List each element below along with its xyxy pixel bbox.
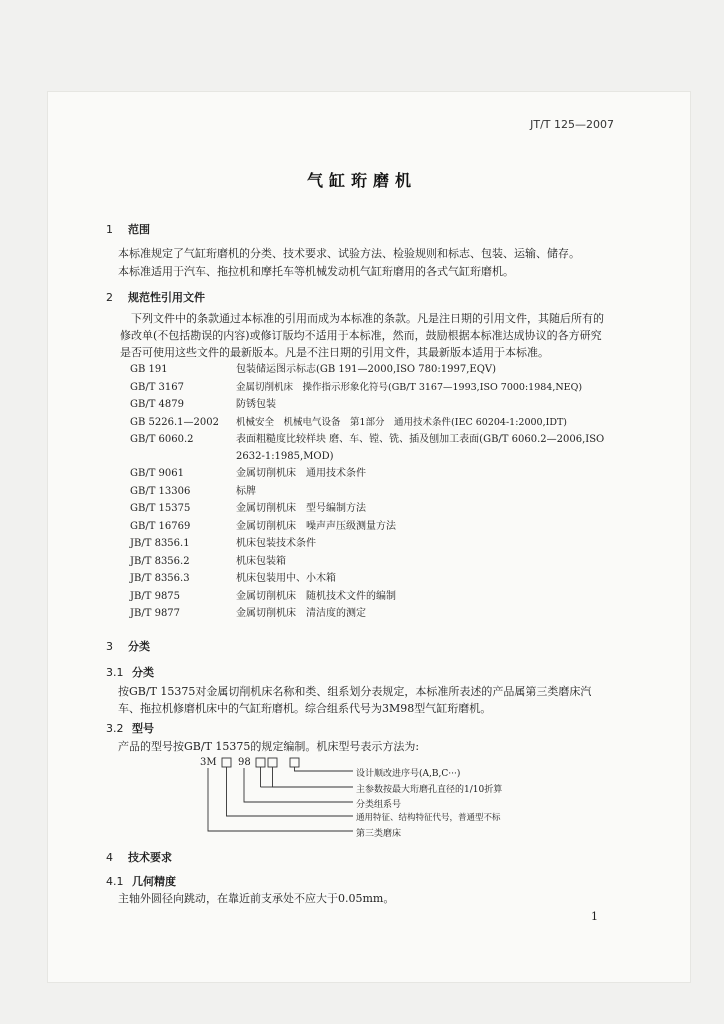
reference-title: 表面粗糙度比较样块 磨、车、镗、铣、插及刨加工表面(GB/T 6060.2—2006,ISO 2632-1:1985,MOD) xyxy=(236,434,605,462)
reference-item xyxy=(130,500,620,518)
reference-item xyxy=(130,518,620,536)
reference-item xyxy=(130,483,620,501)
reference-title: 机床包装箱 xyxy=(236,555,286,567)
standard-code: JT/T 125—2007 xyxy=(530,118,614,131)
reference-code: GB/T 13306 xyxy=(130,485,191,497)
reference-title: 金属切削机床 通用技术条件 xyxy=(236,468,366,479)
section-3-heading xyxy=(106,638,150,654)
section-1-heading xyxy=(106,221,150,237)
label-class: 第三类磨床 xyxy=(356,829,402,839)
reference-title: 包装储运图示标志(GB 191—2000,ISO 780:1997,EQV) xyxy=(236,364,497,375)
section-title: 技术要求 xyxy=(128,851,172,864)
reference-code: GB/T 6060.2 xyxy=(130,434,194,445)
section-title: 分类 xyxy=(128,640,150,653)
reference-title: 金属切削机床 清洁度的测定 xyxy=(236,608,366,619)
section-title: 规范性引用文件 xyxy=(128,291,205,304)
section-number: 4 xyxy=(106,851,113,864)
section-number: 3.2 xyxy=(106,722,124,735)
reference-code: GB 5226.1—2002 xyxy=(130,416,219,428)
references-intro: 下列文件中的条款通过本标准的引用而成为本标准的条款。凡是注日期的引用文件，其随后所有的修改单(不包括勘误的内容)或修订版均不适用于本标准，然而，鼓励根据本标准达成协议的各方研究是否可使用这些文件的最新版本。凡是不注日期的引用文件，其最新版本适用于本标准。 xyxy=(120,312,604,359)
scope-paragraph-1: 本标准规定了气缸珩磨机的分类、技术要求、试验方法、检验规则和标志、包装、运输、储存。 xyxy=(118,247,580,260)
reference-code: JB/T 9875 xyxy=(130,590,181,602)
reference-title: 机械安全 机械电气设备 第1部分 通用技术条件(IEC 60204-1:2000,IDT) xyxy=(236,416,568,428)
reference-code: GB/T 9061 xyxy=(130,468,185,479)
reference-item xyxy=(130,379,620,397)
label-revision: 设计顺改进序号(A,B,C···) xyxy=(356,769,461,779)
section-3-2-heading xyxy=(106,720,154,736)
reference-code: JB/T 8356.2 xyxy=(130,555,190,567)
section-title: 几何精度 xyxy=(132,875,176,888)
section-4-heading xyxy=(106,849,172,865)
label-main-parameter: 主参数按最大珩磨孔直径的1/10折算 xyxy=(356,785,503,795)
reference-code: GB/T 15375 xyxy=(130,503,191,514)
reference-title: 机床包装技术条件 xyxy=(236,538,316,549)
section-4-1-heading xyxy=(106,873,176,889)
section-number: 2 xyxy=(106,291,113,304)
model-prefix: 3M xyxy=(200,757,217,768)
reference-code: GB/T 16769 xyxy=(130,520,191,532)
section-3-1-heading xyxy=(106,664,154,680)
reference-code: JB/T 9877 xyxy=(130,608,181,619)
reference-item xyxy=(130,414,620,432)
classification-paragraph: 按GB/T 15375对金属切削机床名称和类、组系划分表规定，本标准所表述的产品属第三类磨床汽车、拖拉机修磨机床中的气缸珩磨机。综合组系代号为3M98型气缸珩磨机。 xyxy=(118,685,592,715)
section-number: 3.1 xyxy=(106,666,124,679)
section-title: 范围 xyxy=(128,223,150,236)
geometric-accuracy-paragraph: 主轴外圆径向跳动，在靠近前支承处不应大于0.05mm。 xyxy=(118,892,395,905)
label-group-code: 分类组系号 xyxy=(356,800,402,810)
reference-title: 金属切削机床 随机技术文件的编制 xyxy=(236,590,396,602)
scope-paragraph-2: 本标准适用于汽车、拖拉机和摩托车等机械发动机气缸珩磨用的各式气缸珩磨机。 xyxy=(118,265,514,278)
label-feature-code: 通用特征、结构特征代号，普通型不标 xyxy=(356,813,501,823)
model-paragraph: 产品的型号按GB/T 15375的规定编制。机床型号表示方法为: xyxy=(118,740,420,753)
reference-item xyxy=(130,605,620,623)
reference-item xyxy=(130,553,620,571)
reference-title: 金属切削机床 噪声声压级测量方法 xyxy=(236,520,396,532)
reference-title: 标牌 xyxy=(236,485,256,497)
reference-code: GB 191 xyxy=(130,364,168,375)
section-number: 4.1 xyxy=(106,875,124,888)
reference-title: 机床包装用中、小木箱 xyxy=(236,573,336,584)
reference-item xyxy=(130,396,620,414)
reference-list xyxy=(130,361,620,623)
reference-title: 金属切削机床 操作指示形象化符号(GB/T 3167—1993,ISO 7000:1984,NEQ) xyxy=(236,381,583,393)
reference-item xyxy=(130,588,620,606)
reference-code: JB/T 8356.3 xyxy=(130,573,190,584)
document-title: 气缸珩磨机 xyxy=(306,171,417,190)
reference-title: 金属切削机床 型号编制方法 xyxy=(236,503,366,514)
reference-code: GB/T 3167 xyxy=(130,381,185,393)
reference-item xyxy=(130,361,620,379)
reference-item xyxy=(130,535,620,553)
model-code: 98 xyxy=(238,757,251,768)
reference-item xyxy=(130,431,620,465)
reference-code: JB/T 8356.1 xyxy=(130,538,190,549)
page-number: 1 xyxy=(591,910,598,923)
section-number: 1 xyxy=(106,223,113,236)
reference-code: GB/T 4879 xyxy=(130,399,185,410)
reference-title: 防锈包装 xyxy=(236,399,276,410)
section-title: 分类 xyxy=(132,666,154,679)
section-number: 3 xyxy=(106,640,113,653)
section-2-heading xyxy=(106,289,205,305)
reference-item xyxy=(130,570,620,588)
reference-item xyxy=(130,465,620,483)
section-title: 型号 xyxy=(132,722,154,735)
